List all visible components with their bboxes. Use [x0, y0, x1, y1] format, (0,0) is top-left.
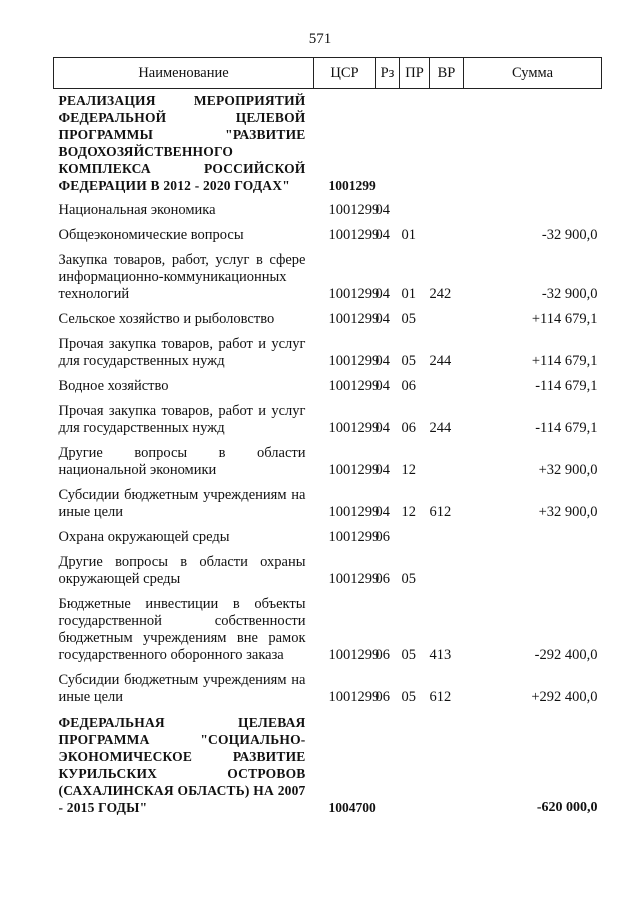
- cell-pr: [400, 89, 430, 195]
- cell-rz: [376, 89, 400, 195]
- cell-sum: -32 900,0: [541, 286, 598, 302]
- cell-rz: 06: [375, 689, 390, 705]
- cell-pr: 05: [401, 311, 416, 327]
- header-csr: ЦСР: [314, 58, 376, 89]
- cell-sum: -292 400,0: [534, 647, 598, 663]
- cell-rz: 04: [375, 311, 390, 327]
- cell-vr: 244: [429, 420, 452, 436]
- table-row: [54, 437, 602, 479]
- cell-sum: +292 400,0: [531, 689, 598, 705]
- cell-rz: 04: [375, 462, 390, 478]
- cell-vr: 612: [429, 689, 452, 705]
- cell-name: Национальная экономика: [58, 202, 216, 218]
- cell-rz: 06: [375, 647, 390, 663]
- table-row: [54, 521, 602, 546]
- cell-vr: 413: [429, 647, 452, 663]
- header-sum: Сумма: [464, 58, 602, 89]
- cell-name: Другие вопросы в области охраны окружающей среды: [58, 554, 306, 587]
- table-row: [54, 89, 602, 195]
- cell-sum: +114 679,1: [531, 311, 598, 327]
- cell-csr: 1001299: [328, 227, 380, 243]
- table-header-row: [54, 58, 602, 89]
- cell-pr: 05: [401, 647, 416, 663]
- cell-name: Субсидии бюджетным учреждениям на иные цели: [58, 672, 306, 705]
- cell-csr: 1001299: [328, 504, 380, 520]
- cell-vr: [430, 370, 464, 395]
- cell-rz: [376, 706, 400, 816]
- cell-name: Сельское хозяйство и рыболовство: [58, 311, 275, 327]
- cell-vr: 242: [429, 286, 452, 302]
- table-row: [54, 479, 602, 521]
- header-pr: ПР: [400, 58, 430, 89]
- cell-pr: [400, 706, 430, 816]
- cell-rz: 04: [375, 227, 390, 243]
- table-row: [54, 244, 602, 303]
- cell-csr: 1001299: [328, 378, 380, 394]
- cell-pr: 05: [401, 353, 416, 369]
- cell-pr: 05: [401, 571, 416, 587]
- cell-csr: 1001299: [328, 178, 376, 193]
- header-vr: ВР: [430, 58, 464, 89]
- table-row: [54, 370, 602, 395]
- cell-sum: -32 900,0: [541, 227, 598, 243]
- cell-pr: 05: [401, 689, 416, 705]
- table-row: [54, 194, 602, 219]
- cell-sum: +32 900,0: [538, 504, 598, 520]
- budget-table: [53, 57, 602, 816]
- cell-csr: 1001299: [328, 529, 380, 545]
- cell-sum: [464, 546, 602, 588]
- cell-sum: +32 900,0: [538, 462, 598, 478]
- cell-rz: 04: [375, 353, 390, 369]
- cell-csr: 1004700: [328, 800, 376, 815]
- header-name: Наименование: [54, 58, 314, 89]
- cell-pr: 12: [401, 504, 416, 520]
- cell-csr: 1001299: [328, 202, 380, 218]
- cell-rz: 04: [375, 202, 390, 218]
- cell-name: Охрана окружающей среды: [58, 529, 230, 545]
- cell-pr: [400, 194, 430, 219]
- cell-pr: 01: [401, 227, 416, 243]
- table-row: [54, 546, 602, 588]
- cell-pr: 06: [401, 420, 416, 436]
- cell-vr: 612: [429, 504, 452, 520]
- cell-name: Бюджетные инвестиции в объекты государственной собственности бюджетным учреждениям вне рамок государственного оборонного заказа: [58, 596, 306, 663]
- table-row: [54, 328, 602, 370]
- cell-sum: [464, 89, 602, 195]
- cell-csr: 1001299: [328, 571, 380, 587]
- cell-name: Другие вопросы в области национальной экономики: [58, 445, 306, 478]
- cell-name: Общеэкономические вопросы: [58, 227, 244, 243]
- table-body: [54, 89, 602, 817]
- page-number: 571: [308, 31, 332, 47]
- cell-vr: [430, 89, 464, 195]
- cell-vr: [430, 303, 464, 328]
- cell-csr: 1001299: [328, 353, 380, 369]
- cell-csr: 1001299: [328, 647, 380, 663]
- cell-rz: 04: [375, 420, 390, 436]
- table-row: [54, 395, 602, 437]
- cell-sum: [464, 521, 602, 546]
- cell-pr: 12: [401, 462, 416, 478]
- table-row: [54, 219, 602, 244]
- cell-sum: +114 679,1: [531, 353, 598, 369]
- table-row: [54, 706, 602, 816]
- cell-csr: 1001299: [328, 286, 380, 302]
- cell-csr: 1001299: [328, 462, 380, 478]
- cell-name: ФЕДЕРАЛЬНАЯ ЦЕЛЕВАЯ ПРОГРАММА "СОЦИАЛЬНО-ЭКОНОМИЧЕСКОЕ РАЗВИТИЕ КУРИЛЬСКИХ ОСТРОВОВ (САХАЛИНСКАЯ ОБЛАСТЬ) НА 2007 - 2015 ГОДЫ": [58, 715, 306, 815]
- cell-rz: 06: [375, 529, 390, 545]
- cell-pr: 06: [401, 378, 416, 394]
- table-row: [54, 664, 602, 706]
- table-row: [54, 588, 602, 664]
- cell-vr: [430, 194, 464, 219]
- cell-csr: 1001299: [328, 420, 380, 436]
- cell-sum: [464, 194, 602, 219]
- cell-rz: 04: [375, 286, 390, 302]
- cell-name: Водное хозяйство: [58, 378, 169, 394]
- cell-sum: -114 679,1: [535, 420, 598, 436]
- cell-name: Закупка товаров, работ, услуг в сфере информационно-коммуникационных технологий: [58, 252, 306, 302]
- cell-csr: 1001299: [328, 311, 380, 327]
- cell-sum: -620 000,0: [536, 800, 598, 815]
- cell-csr: 1001299: [328, 689, 380, 705]
- cell-vr: 244: [429, 353, 452, 369]
- cell-vr: [430, 521, 464, 546]
- cell-sum: -114 679,1: [535, 378, 598, 394]
- cell-rz: 04: [375, 504, 390, 520]
- cell-pr: 01: [401, 286, 416, 302]
- cell-rz: 04: [375, 378, 390, 394]
- cell-vr: [430, 437, 464, 479]
- cell-pr: [400, 521, 430, 546]
- cell-name: Прочая закупка товаров, работ и услуг для государственных нужд: [58, 403, 306, 436]
- cell-name: Прочая закупка товаров, работ и услуг для государственных нужд: [58, 336, 306, 369]
- cell-vr: [430, 706, 464, 816]
- cell-rz: 06: [375, 571, 390, 587]
- header-rz: Рз: [376, 58, 400, 89]
- cell-vr: [430, 219, 464, 244]
- table-row: [54, 303, 602, 328]
- cell-name: Субсидии бюджетным учреждениям на иные цели: [58, 487, 306, 520]
- cell-vr: [430, 546, 464, 588]
- cell-name: РЕАЛИЗАЦИЯ МЕРОПРИЯТИЙ ФЕДЕРАЛЬНОЙ ЦЕЛЕВОЙ ПРОГРАММЫ "РАЗВИТИЕ ВОДОХОЗЯЙСТВЕННОГО КОМПЛЕКСА РОССИЙСКОЙ ФЕДЕРАЦИИ В 2012 - 2020 ГОДАХ": [58, 93, 306, 193]
